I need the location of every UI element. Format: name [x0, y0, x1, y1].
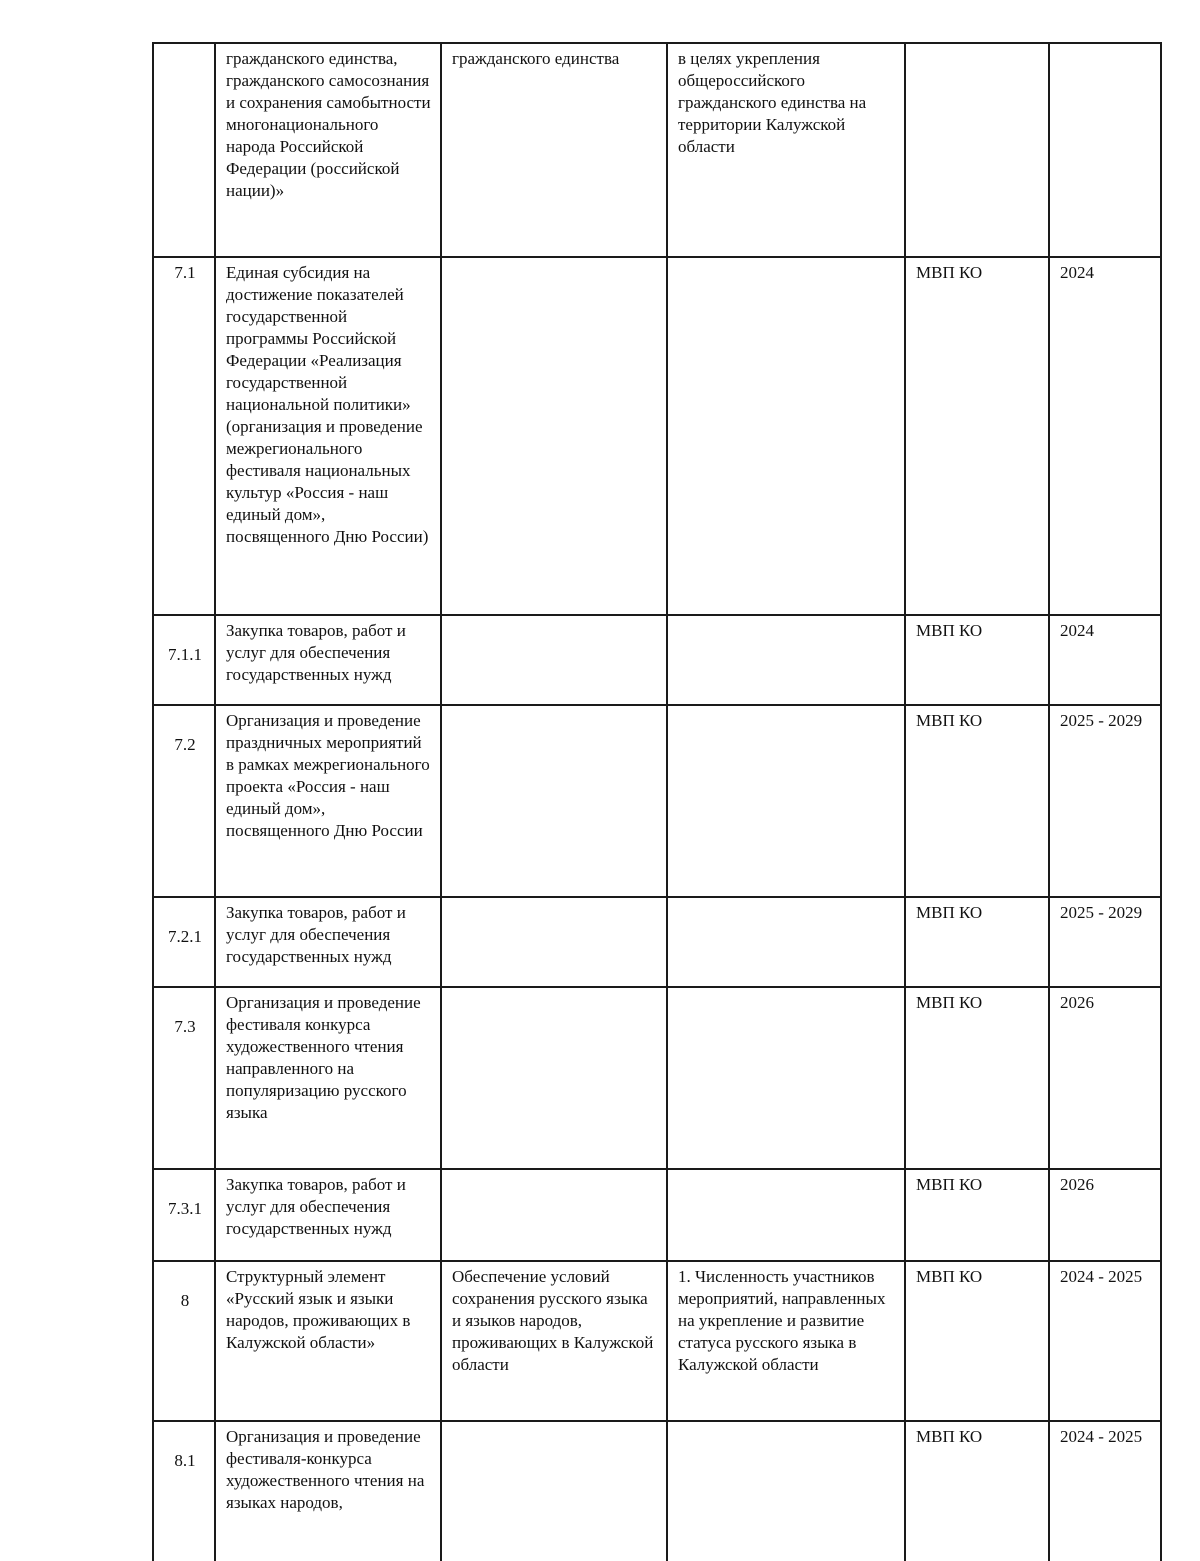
implementation-years: 2025 - 2029	[1049, 897, 1161, 987]
responsible-executor	[905, 43, 1049, 257]
table-row	[153, 43, 1161, 257]
implementation-years: 2024	[1049, 615, 1161, 705]
responsible-executor: МВП КО	[905, 705, 1049, 897]
program-activities-table	[152, 42, 1162, 1561]
activity-goal	[441, 987, 667, 1169]
activity-goal	[441, 257, 667, 615]
activity-indicator	[667, 257, 905, 615]
table-row	[153, 705, 1161, 897]
row-number: 7.1	[153, 257, 215, 615]
activity-name: Закупка товаров, работ и услуг для обеспечения государственных нужд	[215, 615, 441, 705]
implementation-years: 2026	[1049, 987, 1161, 1169]
responsible-executor: МВП КО	[905, 987, 1049, 1169]
table-row	[153, 1261, 1161, 1421]
activity-name: Единая субсидия на достижение показателей государственной программы Российской Федерации «Реализация государственной национальной политики» (организация и проведение межрегионального фестиваля национальных культур «Россия - наш единый дом», посвященного Дню России)	[215, 257, 441, 615]
row-number: 7.2	[153, 705, 215, 897]
activity-goal: гражданского единства	[441, 43, 667, 257]
activity-name: Структурный элемент «Русский язык и языки народов, проживающих в Калужской области»	[215, 1261, 441, 1421]
responsible-executor: МВП КО	[905, 615, 1049, 705]
row-number: 7.1.1	[153, 615, 215, 705]
implementation-years: 2024	[1049, 257, 1161, 615]
implementation-years: 2024 - 2025	[1049, 1261, 1161, 1421]
table-row	[153, 987, 1161, 1169]
activity-indicator	[667, 1169, 905, 1261]
table-row	[153, 1421, 1161, 1561]
responsible-executor: МВП КО	[905, 1261, 1049, 1421]
activity-goal	[441, 1421, 667, 1561]
activity-goal	[441, 705, 667, 897]
row-number: 8	[153, 1261, 215, 1421]
implementation-years: 2026	[1049, 1169, 1161, 1261]
activity-name: Организация и проведение фестиваля конкурса художественного чтения направленного на популяризацию русского языка	[215, 987, 441, 1169]
activity-name: гражданского единства, гражданского самосознания и сохранения самобытности многонационального народа Российской Федерации (российской нации)»	[215, 43, 441, 257]
implementation-years	[1049, 43, 1161, 257]
responsible-executor: МВП КО	[905, 1169, 1049, 1261]
activity-name: Организация и проведение фестиваля-конкурса художественного чтения на языках народов,	[215, 1421, 441, 1561]
table-row	[153, 897, 1161, 987]
activity-name: Организация и проведение праздничных мероприятий в рамках межрегионального проекта «Россия - наш единый дом», посвященного Дню России	[215, 705, 441, 897]
implementation-years: 2025 - 2029	[1049, 705, 1161, 897]
row-number: 7.3.1	[153, 1169, 215, 1261]
row-number	[153, 43, 215, 257]
activity-goal	[441, 615, 667, 705]
activity-goal: Обеспечение условий сохранения русского языка и языков народов, проживающих в Калужской области	[441, 1261, 667, 1421]
table-row	[153, 1169, 1161, 1261]
row-number: 8.1	[153, 1421, 215, 1561]
activity-indicator: 1. Численность участников мероприятий, направленных на укрепление и развитие статуса русского языка в Калужской области	[667, 1261, 905, 1421]
activity-name: Закупка товаров, работ и услуг для обеспечения государственных нужд	[215, 897, 441, 987]
responsible-executor: МВП КО	[905, 897, 1049, 987]
table-row	[153, 257, 1161, 615]
activity-goal	[441, 897, 667, 987]
row-number: 7.2.1	[153, 897, 215, 987]
activity-indicator	[667, 705, 905, 897]
responsible-executor: МВП КО	[905, 1421, 1049, 1561]
activity-goal	[441, 1169, 667, 1261]
row-number: 7.3	[153, 987, 215, 1169]
activity-indicator	[667, 987, 905, 1169]
implementation-years: 2024 - 2025	[1049, 1421, 1161, 1561]
table-row	[153, 615, 1161, 705]
activity-indicator	[667, 1421, 905, 1561]
activity-indicator	[667, 897, 905, 987]
activity-indicator	[667, 615, 905, 705]
responsible-executor: МВП КО	[905, 257, 1049, 615]
activity-name: Закупка товаров, работ и услуг для обеспечения государственных нужд	[215, 1169, 441, 1261]
activity-indicator: в целях укрепления общероссийского гражданского единства на территории Калужской области	[667, 43, 905, 257]
